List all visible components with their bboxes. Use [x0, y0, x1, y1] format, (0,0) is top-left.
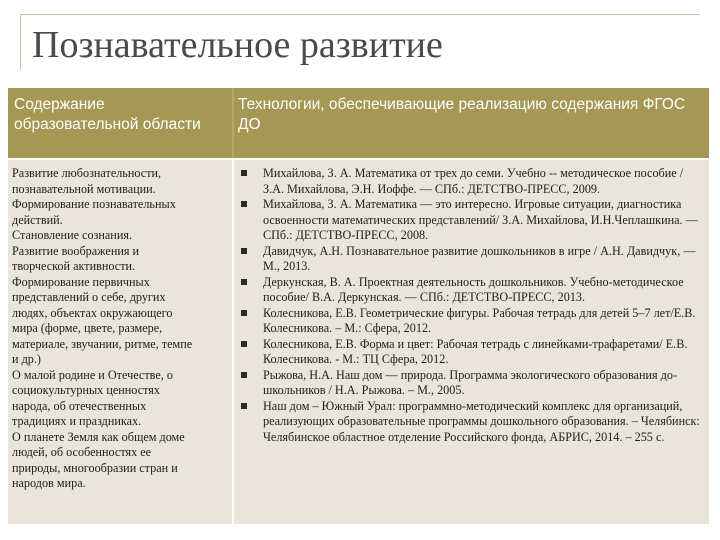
- body-column-divider: [232, 160, 234, 524]
- content-line: народов мира.: [12, 476, 86, 490]
- reference-item: [239, 244, 701, 275]
- content-line: людей, об особенностях ее: [12, 445, 152, 459]
- square-bullet-icon: [241, 279, 247, 285]
- square-bullet-icon: [241, 201, 247, 207]
- square-bullet-icon: [241, 170, 247, 176]
- reference-item: [239, 275, 701, 306]
- content-line: Формирование познавательных: [12, 197, 176, 211]
- title-frame-left-line: [20, 14, 21, 70]
- content-line: Развитие воображения и: [12, 243, 140, 258]
- reference-text: Наш дом – Южный Урал: программно-методический комплекс для организаций, реализующих образовательные программы дошкольного образования. – Челябинск: Челябинское областное отделение Российского фонда, АБРИС, 2014. – 255 с.: [263, 398, 700, 444]
- content-table: [8, 88, 709, 524]
- content-line: традициях и праздниках.: [12, 414, 142, 428]
- reference-text: Давидчук, А.Н. Познавательное развитие дошкольников в игре / А.Н. Давидчук, — М., 2013.: [263, 243, 696, 273]
- content-line: Формирование первичных: [12, 274, 150, 289]
- content-line: О планете Земля как общем доме: [12, 429, 185, 444]
- content-line: О малой родине и Отечестве, о: [12, 367, 173, 382]
- content-line: представлений о себе, других: [12, 290, 166, 304]
- content-line: познавательной мотивации.: [12, 181, 156, 196]
- reference-text: Михайлова, З. А. Математика — это интересно. Игровые ситуации, диагностика освоенности математических представлений/ З.А. Михайлова, И.Н.Чеплашкина. — СПб.: ДЕТСТВО-ПРЕСС, 2008.: [263, 197, 698, 242]
- header-technologies: Технологии, обеспечивающие реализацию содержания ФГОС ДО: [238, 96, 686, 133]
- square-bullet-icon: [241, 372, 247, 378]
- references-list: [239, 166, 701, 445]
- slide-title: Познавательное развитие: [32, 24, 443, 66]
- content-area-cell: [12, 166, 230, 492]
- reference-item: [239, 306, 701, 337]
- reference-item: [239, 197, 701, 244]
- square-bullet-icon: [241, 341, 247, 347]
- content-line: Становление сознания.: [12, 228, 133, 242]
- reference-item: [239, 368, 701, 399]
- title-frame-top-line: [20, 14, 700, 15]
- content-line: творческой активности.: [12, 259, 136, 273]
- content-line: мира (форме, цвете, размере,: [12, 321, 163, 335]
- content-line: материале, звучании, ритме, темпе: [12, 336, 193, 351]
- content-line: действий.: [12, 212, 63, 227]
- content-line: и др.): [12, 352, 41, 366]
- reference-text: Деркунская, В. А. Проектная деятельность дошкольников. Учебно-методическое пособие/ В.А. Деркунская. — СПб.: ДЕТСТВО-ПРЕСС, 2013.: [263, 274, 684, 304]
- reference-item: [239, 399, 701, 446]
- header-content-area: Содержание образовательной области: [14, 96, 201, 133]
- reference-text: Михайлова, З. А. Математика от трех до семи. Учебно -- методическое пособие / З.А. Михайлова, Э.Н. Иоффе. — СПб.: ДЕТСТВО-ПРЕСС, 2009.: [263, 166, 684, 196]
- header-column-divider: [232, 88, 234, 158]
- content-line: социокультурных ценностях: [12, 383, 160, 397]
- content-line: народа, об отечественных: [12, 398, 147, 413]
- reference-text: Колесникова, Е.В. Форма и цвет: Рабочая тетрадь с линейками-трафаретами/ Е.В. Колесникова. - М.: ТЦ Сфера, 2012.: [263, 336, 688, 366]
- reference-item: [239, 337, 701, 368]
- square-bullet-icon: [241, 310, 247, 316]
- square-bullet-icon: [241, 248, 247, 254]
- reference-text: Рыжова, Н.А. Наш дом — природа. Программа экологического образования до-школьников / Н.А. Рыжова. – М., 2005.: [263, 367, 678, 397]
- content-line: Развитие любознательности,: [12, 166, 162, 180]
- square-bullet-icon: [241, 403, 247, 409]
- content-line: людях, объектах окружающего: [12, 305, 173, 320]
- reference-item: [239, 166, 701, 197]
- content-line: природы, многообразии стран и: [12, 460, 178, 475]
- reference-text: Колесникова, Е.В. Геометрические фигуры. Рабочая тетрадь для детей 5–7 лет/Е.В. Колесникова. – М.: Сфера, 2012.: [263, 305, 696, 335]
